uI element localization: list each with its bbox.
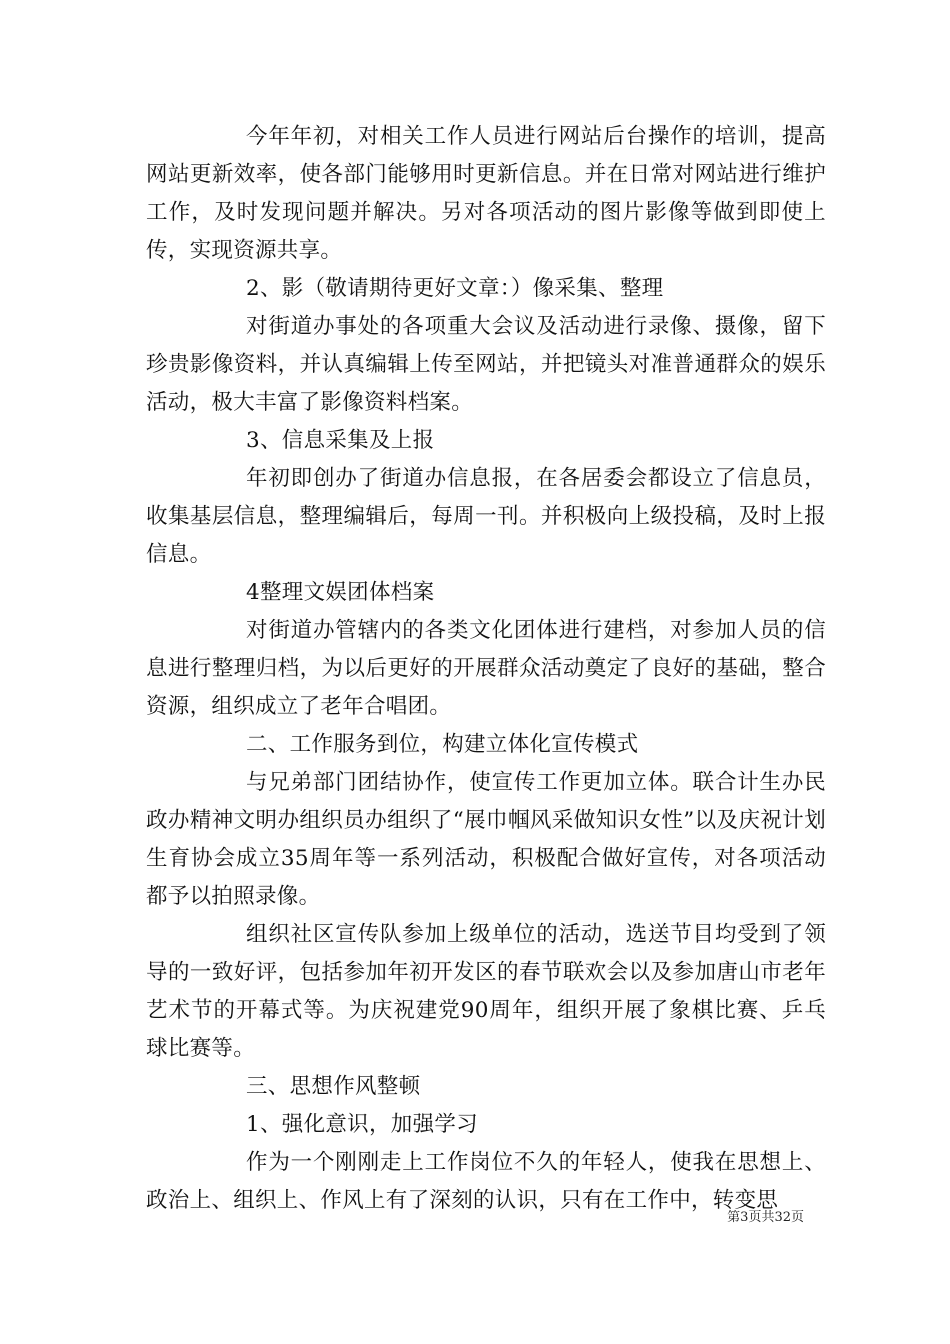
- paragraph-cooperation: 与兄弟部门团结协作，使宣传工作更加立体。联合计生办民政办精神文明办组织员办组织了“展巾帼风采做知识女性”以及庆祝计划生育协会成立35周年等一系列活动，积极配合做好宣传，对各项活动都予以拍照录像。: [146, 770, 826, 909]
- heading-study: 1、强化意识，加强学习: [246, 1112, 478, 1137]
- paragraph-community-activities: 组织社区宣传队参加上级单位的活动，选送节目均受到了领导的一致好评，包括参加年初开发区的春节联欢会以及参加唐山市老年艺术节的开幕式等。为庆祝建党90周年，组织开展了象棋比赛、乒乓球比赛等。: [146, 922, 826, 1061]
- heading-rectification: 三、思想作风整顿: [246, 1074, 421, 1099]
- heading-info-collection: 3、信息采集及上报: [246, 428, 435, 453]
- paragraph-young-worker: 作为一个刚刚走上工作岗位不久的年轻人，使我在思想上、政治上、组织上、作风上有了深刻的认识，只有在工作中，转变思: [146, 1150, 826, 1213]
- document-body: [146, 118, 826, 1220]
- heading-archive: 4整理文娱团体档案: [246, 580, 435, 605]
- paragraph-info-report: 年初即创办了街道办信息报，在各居委会都设立了信息员，收集基层信息，整理编辑后，每周一刊。并积极向上级投稿，及时上报信息。: [146, 466, 826, 567]
- page-number: 第3页共32页: [727, 1210, 804, 1225]
- paragraph-website-maintenance: 今年年初，对相关工作人员进行网站后台操作的培训，提高网站更新效率，使各部门能够用时更新信息。并在日常对网站进行维护工作，及时发现问题并解决。另对各项活动的图片影像等做到即使上传，实现资源共享。: [146, 124, 826, 263]
- paragraph-video-recording: 对街道办事处的各项重大会议及活动进行录像、摄像，留下珍贵影像资料，并认真编辑上传至网站，并把镜头对准普通群众的娱乐活动，极大丰富了影像资料档案。: [146, 314, 826, 415]
- paragraph-archive: 对街道办管辖内的各类文化团体进行建档，对参加人员的信息进行整理归档，为以后更好的开展群众活动奠定了良好的基础，整合资源，组织成立了老年合唱团。: [146, 618, 826, 719]
- heading-video-collection: 2、影（敬请期待更好文章：）像采集、整理: [246, 276, 664, 301]
- heading-service: 二、工作服务到位，构建立体化宣传模式: [246, 732, 639, 757]
